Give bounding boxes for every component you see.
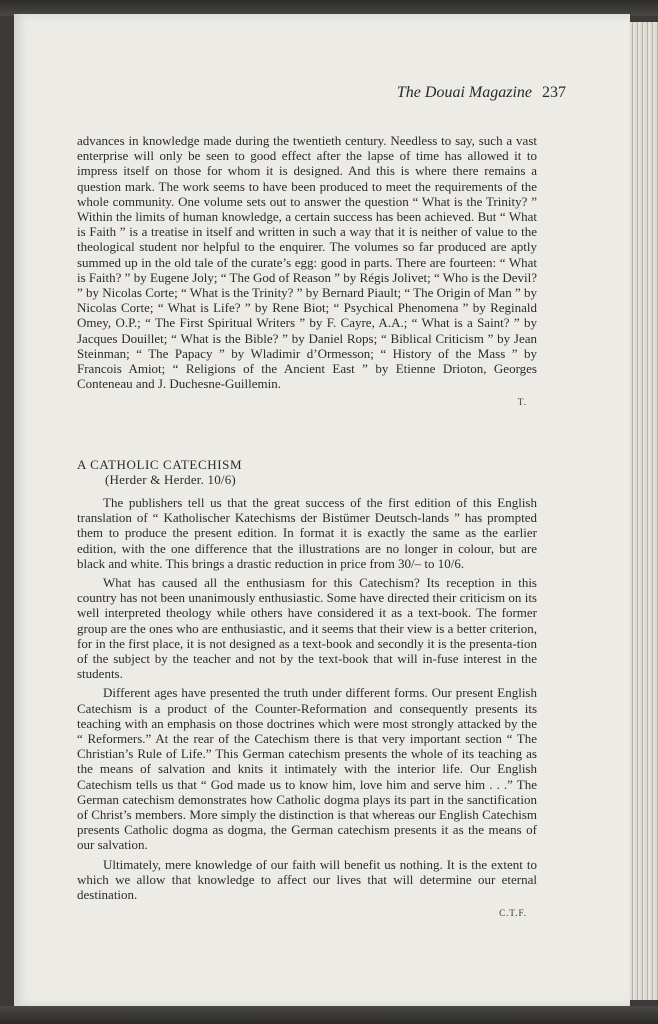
- review-paragraph: advances in knowledge made during the twentieth century. Needless to say, such a vast enterprise will only be seen to good effect after the lapse of time has allowed it to impress itself on those for whom it is designed. And this is where there remains a question mark. The work seems to have been produced to meet the requirements of the whole community. One volume sets out to answer the question “ What is the Trinity? ” Within the limits of human knowledge, a certain success has been achieved. But “ What is Faith ” is a treatise in itself and written in such a way that it is neither of value to the theological student nor helpful to the enquirer. The volumes so far produced are aptly summed up in the old tale of the curate’s egg: good in parts. There are fourteen: “ What is Faith? ” by Eugene Joly; “ The God of Reason ” by Régis Jolivet; “ Who is the Devil? ” by Nicolas Corte; “ What is the Trinity? ” by Bernard Piault; “ The Origin of Man ” by Nicolas Corte; “ What is Life? ” by Rene Biot; “ Psychical Phenomena ” by Reginald Omey, O.P.; “ The First Spiritual Writers ” by F. Cayre, A.A.; “ What is a Saint? ” by Jacques Douillet; “ What is the Bible? ” by Daniel Rops; “ Biblical Criticism ” by Jean Steinman; “ The Papacy ” by Wladimir d’Ormesson; “ History of the Mass ” by Francois Amiot; “ Religions of the Ancient East ” by Etienne Drioton, Georges Conteneau and J. Duchesne-Guillemin.: [77, 133, 537, 392]
- review-heading-block: [77, 457, 242, 487]
- page-number: 237: [542, 84, 566, 101]
- reviewer-initials: C.T.F.: [499, 908, 527, 919]
- book-publisher: (Herder & Herder. 10/6): [105, 472, 236, 487]
- reviewer-initials: T.: [517, 397, 527, 408]
- review-paragraph: What has caused all the enthusiasm for this Catechism? Its reception in this country has not been unanimously enthusiastic. Some have directed their criticism on its well interpreted theology while others have considered it as a text-book. The former group are the ones who are enthusiastic, and it seems that their view is a better criterion, for in the first place, it is not designed as a text-book and secondly it is the presenta-tion of the subject by the teacher and not by the text-book that will in-fuse interest in the students.: [77, 575, 537, 682]
- running-head: [397, 84, 566, 102]
- catechism-review: [77, 495, 537, 921]
- book-title: A CATHOLIC CATECHISM: [77, 457, 243, 472]
- page-edges: [630, 22, 658, 1000]
- review-paragraph: Different ages have presented the truth under different forms. Our present English Catechism is a product of the Counter-Reformation and consequently presents its teaching with an emphasis on those doctrines which were most strongly attacked by the “ Reformers.” At the rear of the Catechism there is that very important section “ The Christian’s Rule of Life.” This German catechism presents the whole of its teaching as the means of salvation and knits it intimately with the interior life. Our English Catechism tells us that “ God made us to know him, love him and serve him . . .” The German catechism demonstrates how Catholic dogma plays its part in the sanctification of Christ’s members. More simply the distinction is that whereas our English Catechism presents Catholic dogma as dogma, the German catechism presents it as the means of our salvation.: [77, 685, 537, 853]
- magazine-title: The Douai Magazine: [396, 84, 532, 101]
- review-paragraph: Ultimately, mere knowledge of our faith will benefit us nothing. It is the extent to which we allow that knowledge to affect our lives that will determine our eternal destination.: [77, 856, 537, 903]
- scan-border-bottom: [0, 1006, 658, 1024]
- review-continuation: [77, 133, 537, 411]
- review-paragraph: The publishers tell us that the great success of the first edition of this English translation of “ Katholischer Katechisms der Bistümer Deutsch-lands ” has prompted them to produce the present edition. In format it is exactly the same as the earlier edition, with the one difference that the illustrations are no longer in colour, but are black and white. This brings a drastic reduction in price from 30/– to 10/6.: [77, 495, 537, 571]
